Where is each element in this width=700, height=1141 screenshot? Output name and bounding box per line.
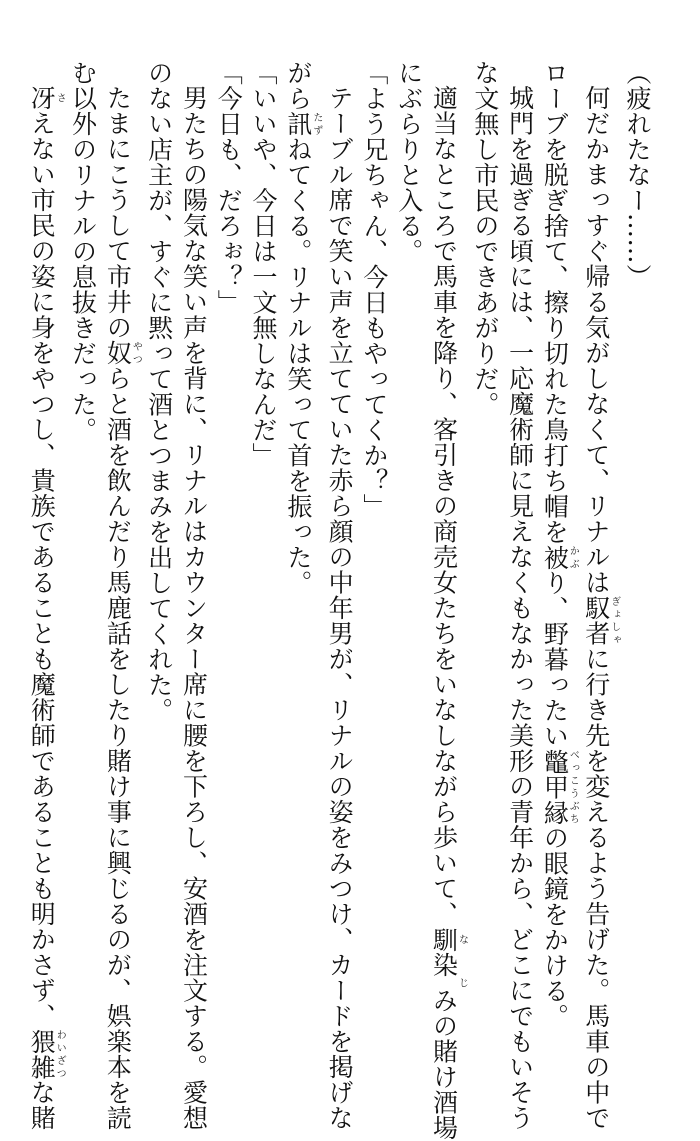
ruby-base: 馴 bbox=[429, 926, 459, 952]
text-segment: 染 bbox=[429, 952, 459, 978]
vertical-text-body bbox=[23, 60, 654, 1141]
ruby-reading: わいざつ bbox=[54, 1028, 66, 1080]
text-segment: り、野暮ったい bbox=[540, 570, 570, 749]
text-segment: ねてくる。リナルは笑って首を振った。 bbox=[283, 136, 313, 596]
ruby-annotated-word bbox=[430, 977, 468, 988]
text-line bbox=[502, 60, 537, 1131]
text-segment: がら bbox=[283, 60, 313, 111]
ruby-reading: たず bbox=[310, 111, 322, 137]
text-line bbox=[23, 60, 66, 1131]
text-segment: に行き先を変えるよう告げた。馬車の中で bbox=[581, 646, 611, 1131]
text-segment: む以外のリナルの息抜きだった。 bbox=[68, 60, 98, 443]
text-line bbox=[619, 60, 654, 960]
ruby-annotated-word bbox=[283, 111, 322, 137]
text-segment: 「今日も、だろぉ？」 bbox=[214, 60, 244, 315]
text-line bbox=[321, 60, 356, 1131]
ruby-reading: さ bbox=[54, 85, 66, 111]
text-line bbox=[426, 60, 468, 1141]
text-segment: 何だかまっすぐ帰る気がしなくて、リナルは bbox=[581, 85, 611, 595]
text-segment: な文無し市民のできあがりだ。 bbox=[470, 60, 500, 417]
text-line bbox=[578, 60, 620, 1131]
text-line bbox=[356, 60, 391, 960]
text-segment: たまにこうして市井の bbox=[103, 85, 133, 340]
text-line bbox=[245, 60, 280, 960]
text-segment: ローブを脱ぎ捨て、擦り切れた鳥打ち帽を bbox=[540, 60, 570, 545]
text-line bbox=[210, 60, 245, 960]
ruby-base: 訊 bbox=[283, 111, 313, 137]
text-line bbox=[100, 60, 142, 1131]
text-segment: 「よう兄ちゃん、今日もやってくか？」 bbox=[359, 60, 389, 519]
ruby-annotated-word bbox=[429, 926, 468, 953]
text-segment: みの賭け酒場 bbox=[429, 987, 459, 1141]
text-line bbox=[467, 60, 502, 960]
text-segment: （疲れたなー……） bbox=[623, 60, 652, 290]
text-segment: な賭 bbox=[27, 1079, 57, 1131]
ruby-reading: べっこうぶち bbox=[567, 748, 579, 825]
text-segment: のない店主が、すぐに黙って酒とつまみを出してくれた。 bbox=[144, 60, 174, 723]
ruby-annotated-word bbox=[103, 340, 142, 366]
ruby-reading: な bbox=[456, 926, 468, 952]
text-line bbox=[65, 60, 100, 960]
text-segment: 適当なところで馬車を降り、客引きの商売女たちをいなしながら歩いて、 bbox=[429, 85, 459, 927]
ruby-base: 被 bbox=[540, 544, 570, 570]
ruby-base: 奴 bbox=[103, 340, 133, 366]
text-segment: テーブル席で笑い声を立てていた赤ら顔の中年男が、リナルの姿をみつけ、カードを掲げな bbox=[325, 85, 355, 1131]
text-segment: らと酒を飲んだり馬鹿話をしたり賭け事に興じるのが、娯楽本を読 bbox=[103, 365, 133, 1131]
ruby-annotated-word bbox=[27, 1028, 66, 1080]
ruby-base: 猥雑 bbox=[27, 1028, 57, 1080]
ruby-annotated-word bbox=[581, 595, 620, 646]
text-segment: 城門を過ぎる頃には、一応魔術師に見えなくもなかった美形の青年から、どこにでもいそう bbox=[505, 85, 535, 1131]
ruby-reading: かぶ bbox=[567, 544, 579, 570]
ruby-annotated-word bbox=[540, 544, 579, 571]
ruby-base: 鼈甲縁 bbox=[540, 748, 570, 825]
text-line bbox=[176, 60, 211, 1131]
ruby-annotated-word bbox=[27, 85, 66, 111]
text-segment: にぶらりと入る。 bbox=[394, 60, 424, 264]
text-segment: 男たちの陽気な笑い声を背に、リナルはカウンター席に腰を下ろし、安酒を注文する。愛想 bbox=[179, 85, 209, 1131]
text-line bbox=[537, 60, 579, 1029]
ruby-reading: じ bbox=[456, 977, 468, 988]
ruby-base: 冴 bbox=[27, 85, 57, 111]
ruby-reading: ぎょしゃ bbox=[608, 595, 620, 646]
text-segment: 「いいや、今日は一文無しなんだ」 bbox=[249, 60, 279, 468]
ruby-annotated-word bbox=[540, 748, 579, 826]
text-line bbox=[141, 60, 176, 960]
ruby-reading: やつ bbox=[130, 340, 142, 366]
text-segment: えない市民の姿に身をやつし、貴族であることも魔術師であることも明かさず、 bbox=[27, 110, 57, 1029]
text-segment: の眼鏡をかける。 bbox=[540, 825, 570, 1029]
text-line bbox=[280, 60, 321, 960]
ruby-base: 馭者 bbox=[581, 595, 611, 646]
text-line bbox=[391, 60, 426, 960]
